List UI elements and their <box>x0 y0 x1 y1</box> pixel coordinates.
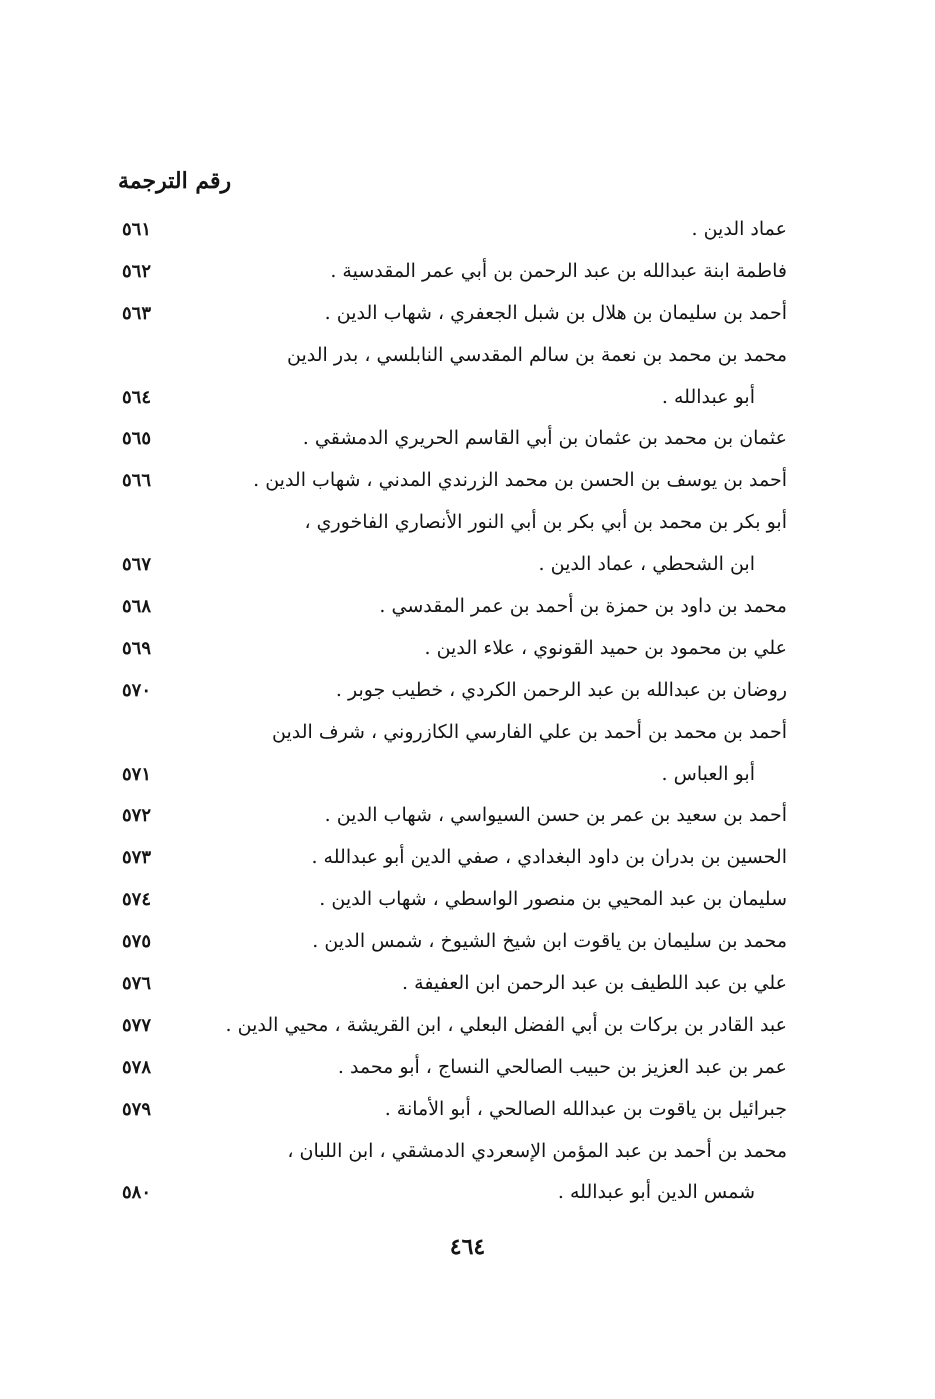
column-header-entry-number: رقم الترجمة <box>118 168 232 194</box>
entry-text-continuation: أبو عبدالله . <box>661 385 755 408</box>
entry-text-continuation: شمس الدين أبو عبدالله . <box>557 1181 755 1204</box>
index-entry <box>0 417 935 459</box>
entry-line <box>0 376 935 418</box>
entry-text: أحمد بن محمد بن أحمد بن علي الفارسي الكازروني ، شرف الدين <box>272 720 787 743</box>
index-entry <box>0 794 935 836</box>
entry-line <box>0 1171 935 1213</box>
entry-list <box>0 208 935 1213</box>
index-entry <box>0 334 935 418</box>
entry-text: عماد الدين . <box>691 218 787 240</box>
entry-line <box>0 292 935 334</box>
entry-text: محمد بن محمد بن نعمة بن سالم المقدسي النابلسي ، بدر الدين <box>287 343 787 366</box>
entry-text: أحمد بن سعيد بن عمر بن حسن السيواسي ، شهاب الدين . <box>324 804 787 827</box>
index-entry <box>0 920 935 962</box>
index-entry <box>0 962 935 1004</box>
entry-number: ٥٧٥ <box>122 931 152 953</box>
entry-line <box>0 669 935 711</box>
index-entry <box>0 836 935 878</box>
entry-number: ٥٦٤ <box>122 386 152 408</box>
entry-text-continuation: أبو العباس . <box>661 762 755 785</box>
entry-number: ٥٧٨ <box>122 1056 152 1078</box>
entry-number: ٥٧١ <box>122 763 152 785</box>
index-entry <box>0 250 935 292</box>
entry-number: ٥٧٠ <box>122 679 152 701</box>
entry-text: محمد بن سليمان بن ياقوت ابن شيخ الشيوخ ، شمس الدين . <box>312 930 787 953</box>
entry-line <box>0 250 935 292</box>
entry-number: ٥٧٤ <box>122 889 152 911</box>
index-entry <box>0 208 935 250</box>
entry-number: ٥٦٦ <box>122 470 152 492</box>
entry-line <box>0 1130 935 1172</box>
entry-text: أحمد بن يوسف بن الحسن بن محمد الزرندي المدني ، شهاب الدين . <box>253 469 787 492</box>
index-entry <box>0 669 935 711</box>
entry-line <box>0 543 935 585</box>
entry-number: ٥٧٣ <box>122 847 152 869</box>
index-entry <box>0 459 935 501</box>
entry-line <box>0 836 935 878</box>
entry-number: ٥٧٩ <box>122 1098 152 1120</box>
entry-text: عمر بن عبد العزيز بن حبيب الصالحي النساج ، أبو محمد . <box>337 1055 787 1078</box>
entry-text: أحمد بن سليمان بن هلال بن شبل الجعفري ، شهاب الدين . <box>324 301 787 324</box>
index-entry <box>0 1088 935 1130</box>
entry-text: أبو بكر بن محمد بن أبي بكر بن أبي النور الأنصاري الفاخوري ، <box>304 511 787 534</box>
entry-line <box>0 585 935 627</box>
entry-text: الحسين بن بدران بن داود البغدادي ، صفي الدين أبو عبدالله . <box>311 846 787 869</box>
entry-text: علي بن عبد اللطيف بن عبد الرحمن ابن العفيفة . <box>402 972 787 995</box>
entry-line <box>0 417 935 459</box>
index-entry <box>0 292 935 334</box>
entry-text: سليمان بن عبد المحيي بن منصور الواسطي ، شهاب الدين . <box>319 888 787 911</box>
entry-number: ٥٧٧ <box>122 1014 152 1036</box>
entry-text: روضان بن عبدالله بن عبد الرحمن الكردي ، خطيب جوبر . <box>335 678 787 701</box>
index-entry <box>0 878 935 920</box>
entry-number: ٥٧٦ <box>122 973 152 995</box>
entry-line <box>0 962 935 1004</box>
entry-number: ٥٨٠ <box>122 1182 152 1204</box>
entry-line <box>0 208 935 250</box>
entry-number: ٥٦١ <box>122 219 152 240</box>
index-entry <box>0 585 935 627</box>
entry-number: ٥٦٩ <box>122 637 152 659</box>
entry-number: ٥٦٢ <box>122 260 152 282</box>
entry-line <box>0 1046 935 1088</box>
entry-line <box>0 711 935 753</box>
entry-line <box>0 878 935 920</box>
entry-line <box>0 753 935 795</box>
index-entry <box>0 1004 935 1046</box>
index-entry <box>0 1130 935 1214</box>
entry-line <box>0 334 935 376</box>
index-entry <box>0 627 935 669</box>
entry-line <box>0 920 935 962</box>
entry-text: عثمان بن محمد بن عثمان بن أبي القاسم الحريري الدمشقي . <box>302 427 787 450</box>
entry-number: ٥٦٣ <box>122 302 152 324</box>
entry-text: محمد بن داود بن حمزة بن أحمد بن عمر المقدسي . <box>379 595 787 618</box>
entry-text: جبرائيل بن ياقوت بن عبدالله الصالحي ، أبو الأمانة . <box>384 1097 787 1120</box>
page-number: ٤٦٤ <box>449 1234 486 1260</box>
entry-line <box>0 459 935 501</box>
entry-line <box>0 627 935 669</box>
entry-text: علي بن محمود بن حميد القونوي ، علاء الدين . <box>424 636 787 659</box>
entry-line <box>0 1088 935 1130</box>
entry-line <box>0 501 935 543</box>
entry-text: فاطمة ابنة عبدالله بن عبد الرحمن بن أبي عمر المقدسية . <box>330 259 787 282</box>
entry-number: ٥٧٢ <box>122 805 152 827</box>
entry-text: عبد القادر بن بركات بن أبي الفضل البعلي ، ابن القريشة ، محيي الدين . <box>225 1013 787 1036</box>
entry-number: ٥٦٧ <box>122 554 152 576</box>
entry-line <box>0 794 935 836</box>
index-entry <box>0 501 935 585</box>
entry-number: ٥٦٨ <box>122 596 152 618</box>
index-entry <box>0 711 935 795</box>
entry-line <box>0 1004 935 1046</box>
entry-text: محمد بن أحمد بن عبد المؤمن الإسعردي الدمشقي ، ابن اللبان ، <box>287 1139 787 1162</box>
entry-number: ٥٦٥ <box>122 428 152 450</box>
index-entry <box>0 1046 935 1088</box>
entry-text-continuation: ابن الشحطي ، عماد الدين . <box>538 553 755 576</box>
